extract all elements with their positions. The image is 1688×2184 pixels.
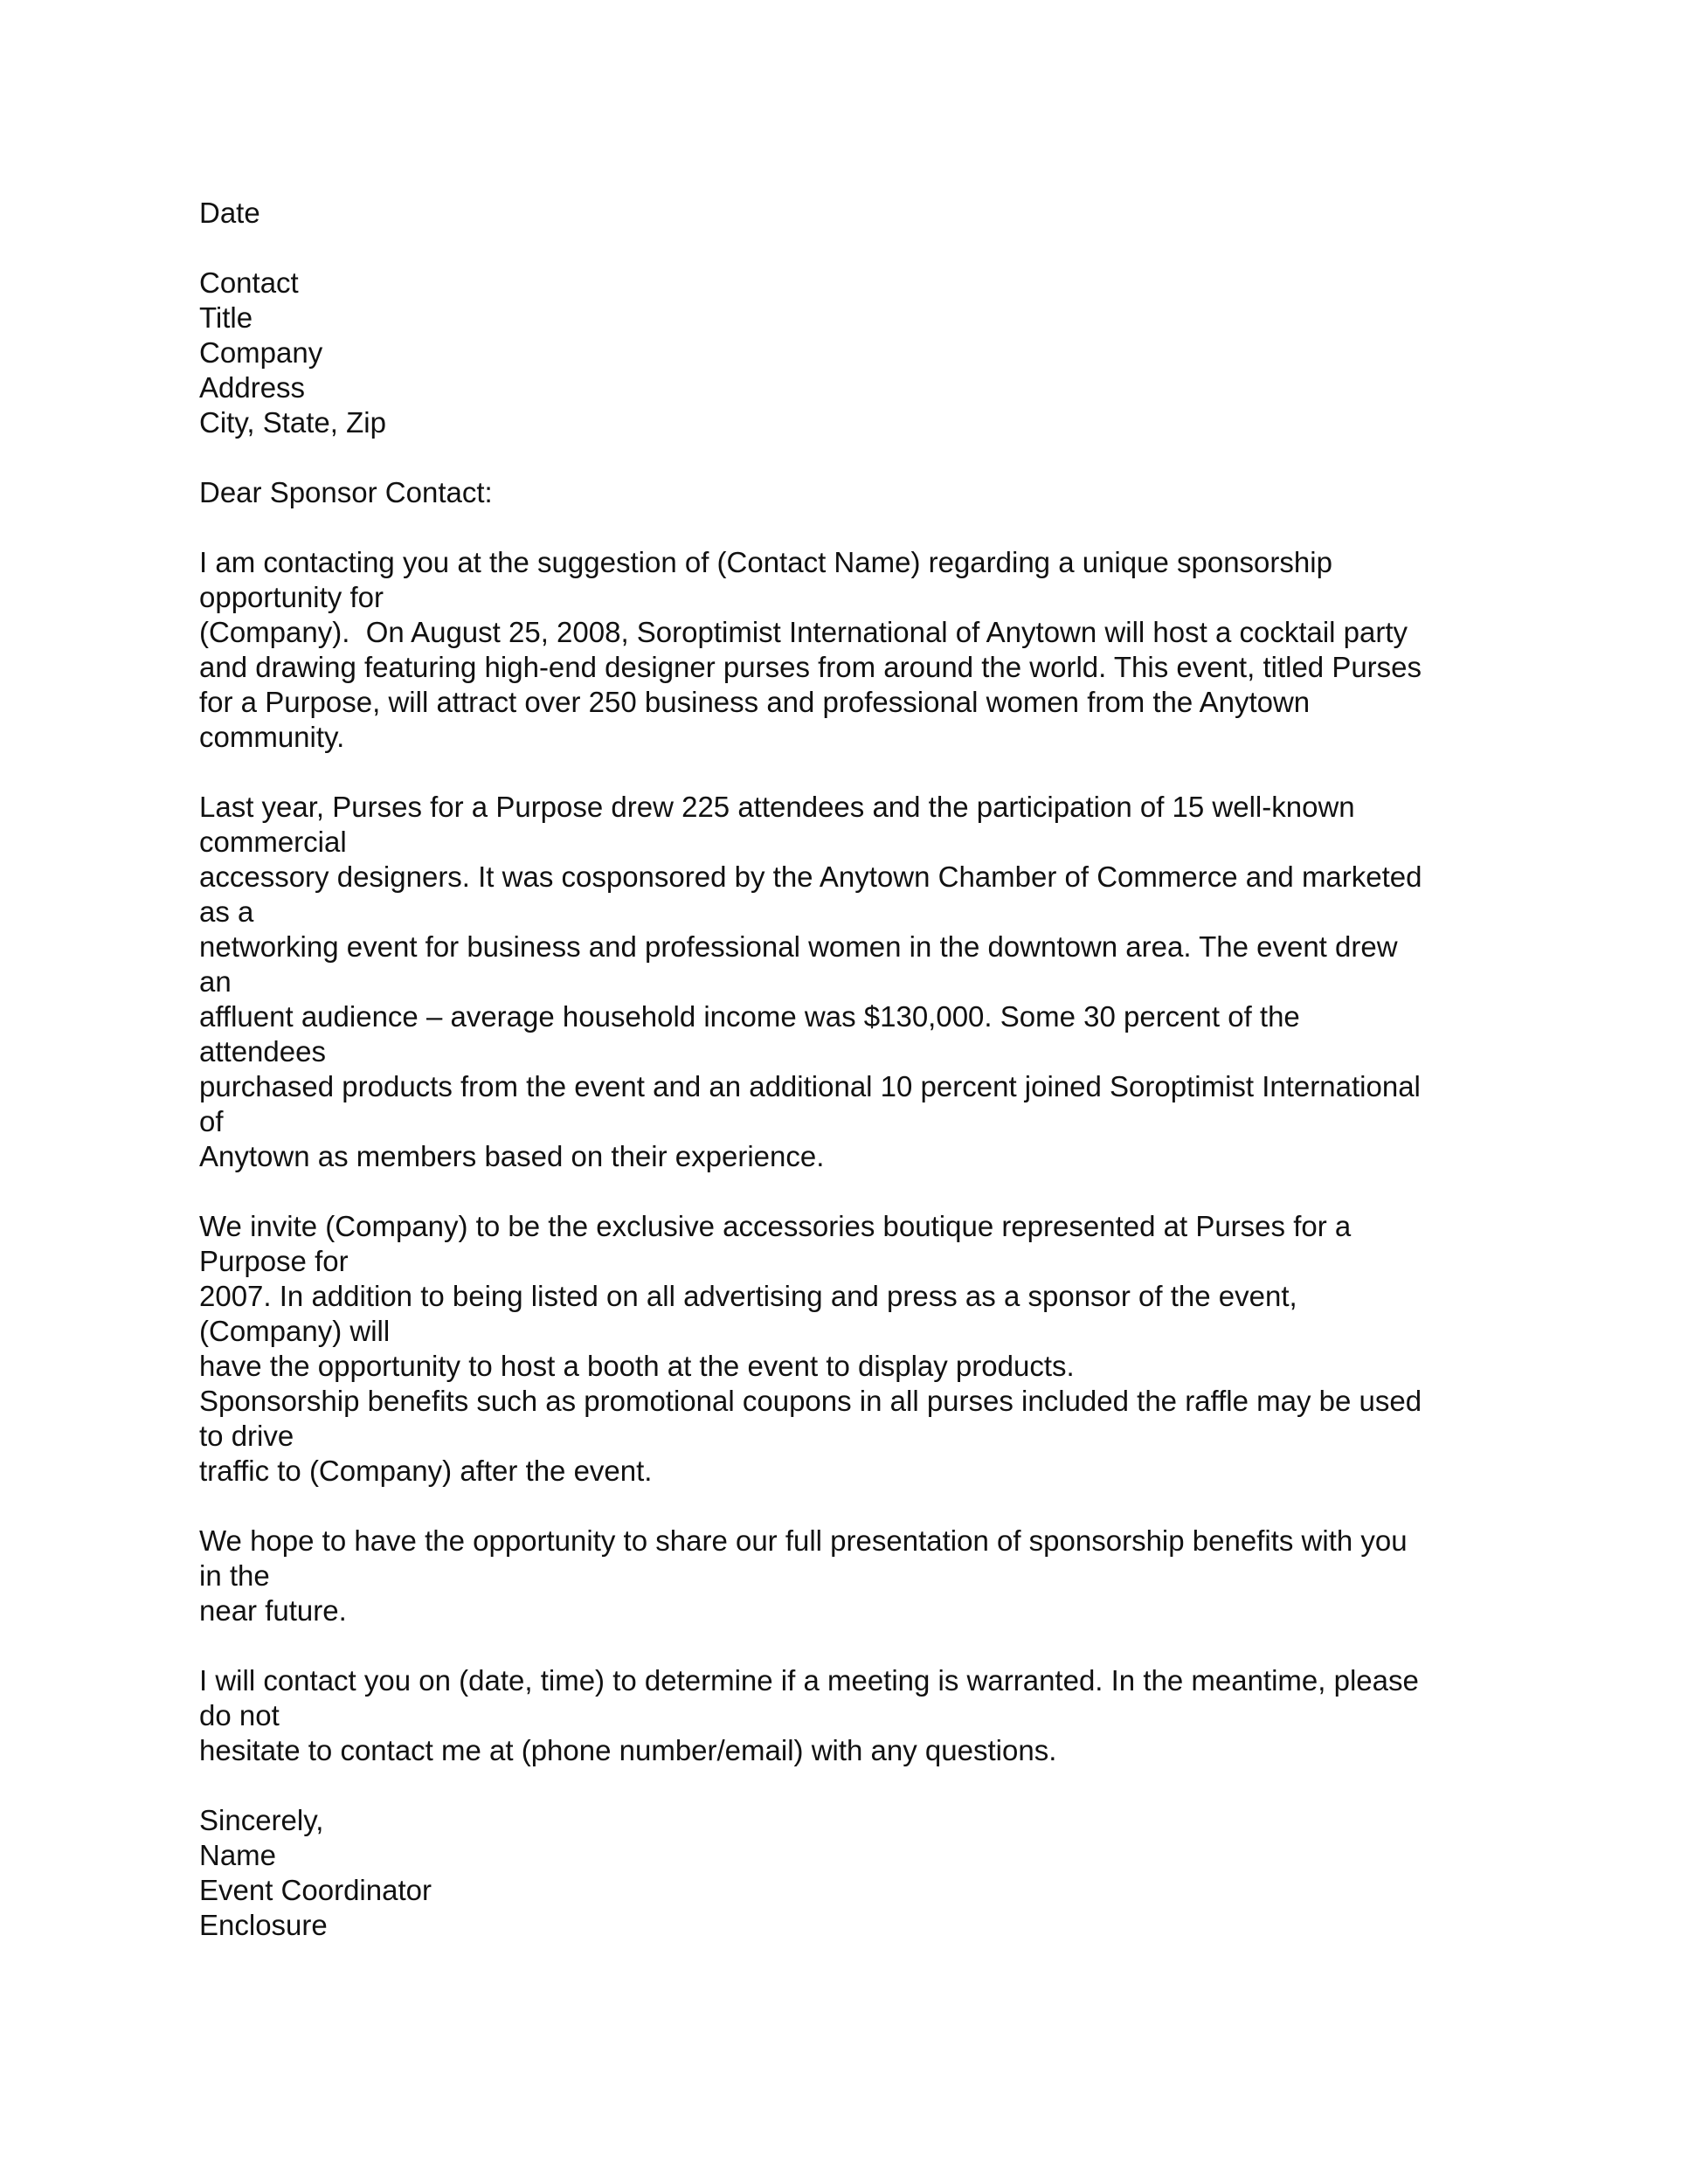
sponsorship-letter <box>199 196 1562 1943</box>
paragraph-line: (Company). On August 25, 2008, Soroptimist International of Anytown will host a cocktail party <box>199 616 1408 648</box>
paragraph-line: an <box>199 965 232 998</box>
paragraph-line: do not <box>199 1699 280 1731</box>
paragraph-line: I am contacting you at the suggestion of (Contact Name) regarding a unique sponsorship <box>199 546 1332 578</box>
paragraph-line: hesitate to contact me at (phone number/email) with any questions. <box>199 1734 1057 1766</box>
paragraph-line: commercial <box>199 826 347 858</box>
paragraph-line: Anytown as members based on their experience. <box>199 1140 825 1172</box>
spacer <box>199 755 1562 790</box>
spacer <box>199 440 1562 475</box>
paragraph-line: We hope to have the opportunity to share our full presentation of sponsorship benefits with you <box>199 1524 1408 1557</box>
paragraph-line: traffic to (Company) after the event. <box>199 1455 653 1487</box>
paragraph-follow-up <box>199 1663 1562 1768</box>
salutation: Dear Sponsor Contact: <box>199 476 493 508</box>
signer-name: Name <box>199 1839 277 1871</box>
recipient-contact: Contact <box>199 266 299 299</box>
closing-block <box>199 1803 1562 1943</box>
recipient-address-block <box>199 266 1562 440</box>
spacer <box>199 1174 1562 1209</box>
paragraph-line: Last year, Purses for a Purpose drew 225 attendees and the participation of 15 well-known <box>199 791 1355 823</box>
enclosure-note: Enclosure <box>199 1909 328 1941</box>
spacer <box>199 1489 1562 1524</box>
recipient-city-state-zip: City, State, Zip <box>199 406 386 439</box>
paragraph-line: Purpose for <box>199 1245 349 1277</box>
paragraph-line: community. <box>199 721 345 753</box>
signer-role: Event Coordinator <box>199 1874 432 1906</box>
paragraph-last-year <box>199 790 1562 1174</box>
paragraph-line: have the opportunity to host a booth at the event to display products. <box>199 1350 1075 1382</box>
paragraph-line: affluent audience – average household income was $130,000. Some 30 percent of the <box>199 1000 1300 1033</box>
paragraph-line: 2007. In addition to being listed on all advertising and press as a sponsor of the event, <box>199 1280 1297 1312</box>
paragraph-line: in the <box>199 1559 270 1592</box>
paragraph-line: accessory designers. It was cosponsored by the Anytown Chamber of Commerce and marketed <box>199 860 1422 893</box>
spacer <box>199 1768 1562 1803</box>
paragraph-line: to drive <box>199 1420 294 1452</box>
paragraph-line: as a <box>199 895 254 928</box>
paragraph-line: attendees <box>199 1035 326 1068</box>
paragraph-line: near future. <box>199 1594 347 1627</box>
recipient-title: Title <box>199 301 253 334</box>
paragraph-line: for a Purpose, will attract over 250 business and professional women from the Anytown <box>199 686 1311 718</box>
spacer <box>199 510 1562 545</box>
paragraph-line: (Company) will <box>199 1315 391 1347</box>
paragraph-introduction <box>199 545 1562 755</box>
paragraph-line: We invite (Company) to be the exclusive accessories boutique represented at Purses for a <box>199 1210 1352 1242</box>
spacer <box>199 231 1562 266</box>
paragraph-line: and drawing featuring high-end designer purses from around the world. This event, titled Purses <box>199 651 1422 683</box>
letter-date: Date <box>199 197 260 229</box>
paragraph-line: opportunity for <box>199 581 384 613</box>
recipient-company: Company <box>199 336 323 369</box>
paragraph-presentation <box>199 1524 1562 1628</box>
paragraph-invitation <box>199 1209 1562 1489</box>
sign-off: Sincerely, <box>199 1804 324 1836</box>
paragraph-line: Sponsorship benefits such as promotional coupons in all purses included the raffle may be used <box>199 1385 1422 1417</box>
spacer <box>199 1628 1562 1663</box>
paragraph-line: I will contact you on (date, time) to determine if a meeting is warranted. In the meantime, please <box>199 1664 1419 1697</box>
recipient-address: Address <box>199 371 306 404</box>
paragraph-line: of <box>199 1105 224 1137</box>
paragraph-line: networking event for business and professional women in the downtown area. The event drew <box>199 930 1398 963</box>
paragraph-line: purchased products from the event and an additional 10 percent joined Soroptimist International <box>199 1070 1421 1102</box>
